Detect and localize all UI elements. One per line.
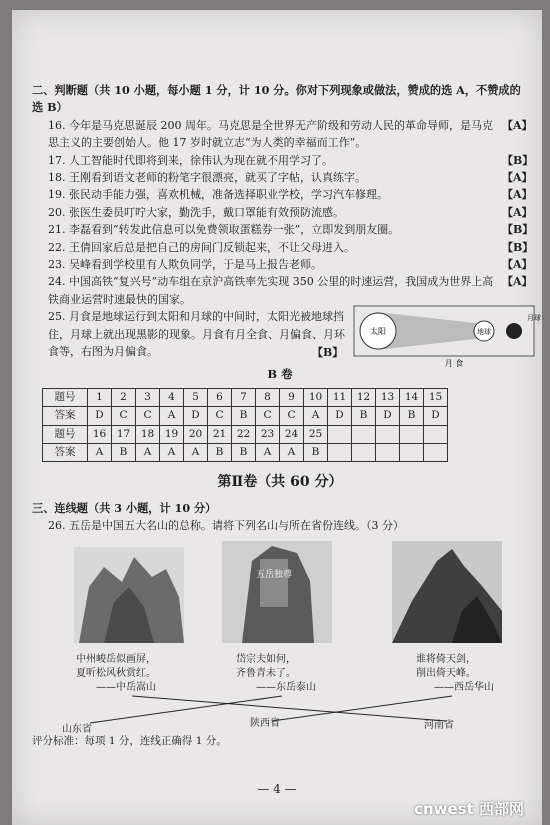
table-cell: 7: [232, 388, 256, 406]
table-cell: 6: [208, 388, 232, 406]
row-label: 答案: [43, 407, 88, 425]
eclipse-caption: 月 食: [444, 359, 464, 369]
question-24: [32, 273, 533, 308]
question-list: [32, 117, 534, 308]
table-cell: B: [208, 443, 232, 461]
page-number: — 4 —: [257, 782, 297, 796]
table-cell: 19: [160, 425, 184, 443]
table-cell: [400, 443, 424, 461]
answer-table-title: B 卷: [267, 367, 293, 382]
question-answer: 【A】: [502, 188, 533, 202]
watermark-brand: cnwest: [414, 800, 474, 818]
connecting-lines: [32, 541, 528, 731]
table-cell: 12: [352, 388, 376, 406]
watermark: [414, 798, 524, 819]
table-cell: 18: [136, 425, 160, 443]
table-cell: 16: [88, 425, 112, 443]
question-text: 17. 人工智能时代即将到来，徐伟认为现在就不用学习了。: [48, 153, 333, 167]
table-cell: B: [352, 407, 376, 425]
table-cell: A: [136, 443, 160, 461]
table-cell: 8: [256, 388, 280, 406]
row-label: 题号: [43, 388, 88, 406]
question-answer: 【A】: [502, 258, 533, 272]
table-cell: C: [208, 407, 232, 425]
table-cell: 13: [376, 388, 400, 406]
question-text: 23. 吴峰看到学校里有人欺负同学，于是马上报告老师。: [48, 258, 322, 272]
table-cell: 15: [424, 388, 448, 406]
question-16: [32, 117, 533, 152]
table-cell: C: [280, 407, 304, 425]
watermark-name: 西部网: [478, 800, 524, 818]
question-17: [32, 152, 534, 169]
question-22: [32, 239, 534, 256]
table-cell: 22: [232, 425, 256, 443]
q26-prompt: 26. 五岳是中国五大名山的总称。请将下列名山与所在省份连线。（3 分）: [48, 519, 404, 533]
table-cell: A: [160, 443, 184, 461]
question-answer: 【A】: [502, 275, 533, 289]
table-cell: 20: [184, 425, 208, 443]
table-cell: C: [256, 407, 280, 425]
question-23: [32, 256, 533, 273]
table-cell: A: [88, 443, 112, 461]
table-cell: A: [160, 407, 184, 425]
table-cell: 25: [304, 425, 328, 443]
table-cell: [376, 425, 400, 443]
q25-answer: 【B】: [312, 346, 344, 360]
table-cell: 1: [88, 388, 112, 406]
province-shandong: 山东省: [62, 723, 92, 735]
table-cell: [328, 425, 352, 443]
table-cell: C: [112, 407, 136, 425]
table-cell: 5: [184, 388, 208, 406]
question-answer: 【B】: [502, 153, 534, 167]
table-cell: C: [136, 407, 160, 425]
content: [32, 82, 541, 750]
question-text: 19. 张民动手能力强，喜欢机械，准备选择职业学校，学习汽车修理。: [48, 188, 388, 202]
table-cell: D: [88, 407, 112, 425]
faded-bleedthrough: [12, 10, 542, 80]
exam-sheet: [12, 10, 542, 825]
eclipse-diagram: [354, 306, 541, 370]
part2-title: 第Ⅱ卷（共 60 分）: [217, 474, 343, 491]
earth-label: 地球: [477, 328, 491, 337]
table-cell: 10: [304, 388, 328, 406]
question-text: 18. 王刚看到语文老师的粉笔字很漂亮，就买了字帖，认真练字。: [48, 171, 366, 185]
section3-title: 三、连线题（共 3 小题，计 10 分）: [32, 500, 217, 515]
moon-icon: [506, 323, 522, 339]
table-cell: 2: [112, 388, 136, 406]
matching-area: [32, 541, 528, 735]
taishan-stone-text: 五岳独尊: [255, 569, 293, 580]
table-cell: [376, 443, 400, 461]
question-answer: 【B】: [502, 240, 534, 254]
caption-taishan: 岱宗夫如何， 齐鲁青未了。 ——东岳泰山: [236, 653, 316, 693]
question-text: 21. 李磊看到“转发此信息可以免费领取蛋糕券一张”，立即发到朋友圈。: [48, 223, 400, 237]
table-cell: B: [232, 443, 256, 461]
question-20: [32, 204, 533, 221]
moon-label: 月球: [527, 314, 541, 323]
table-cell: 17: [112, 425, 136, 443]
table-cell: B: [112, 443, 136, 461]
table-cell: D: [184, 407, 208, 425]
table-cell: A: [304, 407, 328, 425]
question-21: [32, 221, 534, 238]
question-text: 22. 王倩回家后总是把自己的房间门反锁起来，不让父母进入。: [48, 240, 355, 254]
table-cell: 3: [136, 388, 160, 406]
question-18: [32, 169, 533, 186]
table-cell: B: [400, 407, 424, 425]
caption-huashan: 谁将倚天剑， 削出倚天峰。 ——西岳华山: [416, 653, 494, 693]
sun-label: 太阳: [370, 327, 386, 337]
table-cell: 24: [280, 425, 304, 443]
table-cell: A: [280, 443, 304, 461]
question-answer: 【A】: [502, 205, 533, 219]
table-cell: 9: [280, 388, 304, 406]
table-row: [43, 388, 448, 406]
question-text: 16. 今年是马克思诞辰 200 周年。马克思是全世界无产阶级和劳动人民的革命导师，是马克思主义的主要创始人。他 17 岁时就立志“为人类的幸福而工作”。: [48, 118, 493, 150]
answer-table: [42, 388, 448, 463]
table-row: [43, 425, 448, 443]
table-cell: [352, 443, 376, 461]
row-label: 题号: [43, 425, 88, 443]
table-cell: D: [376, 407, 400, 425]
table-cell: D: [328, 407, 352, 425]
scoring-note: 评分标准：每项 1 分，连线正确得 1 分。: [32, 734, 227, 747]
table-cell: [352, 425, 376, 443]
table-row: [43, 443, 448, 461]
section2-title: 二、判断题（共 10 小题，每小题 1 分，计 10 分。你对下列现象或做法，赞成的选 A，不赞成的选 B）: [32, 83, 521, 115]
table-cell: [424, 443, 448, 461]
table-cell: B: [232, 407, 256, 425]
row-label: 答案: [43, 443, 88, 461]
table-cell: 23: [256, 425, 280, 443]
q25-text: 25. 月食是地球运行到太阳和月球的中间时，太阳光被地球挡住，月球上就出现黑影的现象。月食有月全食、月偏食、月环食等，右图为月偏食。: [48, 310, 345, 359]
question-answer: 【A】: [502, 118, 533, 132]
table-cell: 11: [328, 388, 352, 406]
table-cell: 14: [400, 388, 424, 406]
table-cell: 4: [160, 388, 184, 406]
question-text: 20. 张医生委员叮咛大家，勤洗手，戴口罩能有效预防流感。: [48, 205, 344, 219]
table-row: [43, 407, 448, 425]
table-cell: D: [424, 407, 448, 425]
table-cell: [328, 443, 352, 461]
question-answer: 【B】: [502, 223, 534, 237]
question-25: [32, 308, 541, 369]
table-cell: A: [256, 443, 280, 461]
question-19: [32, 186, 533, 203]
table-cell: 21: [208, 425, 232, 443]
table-cell: B: [304, 443, 328, 461]
question-text: 24. 中国高铁“复兴号”动车组在京沪高铁率先实现 350 公里的时速运营，我国成为世界上高铁商业运营时速最快的国家。: [48, 275, 494, 306]
question-answer: 【A】: [502, 171, 533, 185]
caption-songshan: 中州峻岳似画屏， 夏听松风秋赏红。 ——中岳嵩山: [76, 653, 156, 693]
table-cell: A: [184, 443, 208, 461]
province-henan: 河南省: [424, 719, 454, 731]
table-cell: [424, 425, 448, 443]
table-cell: [400, 425, 424, 443]
province-shaanxi: 陕西省: [250, 717, 280, 729]
